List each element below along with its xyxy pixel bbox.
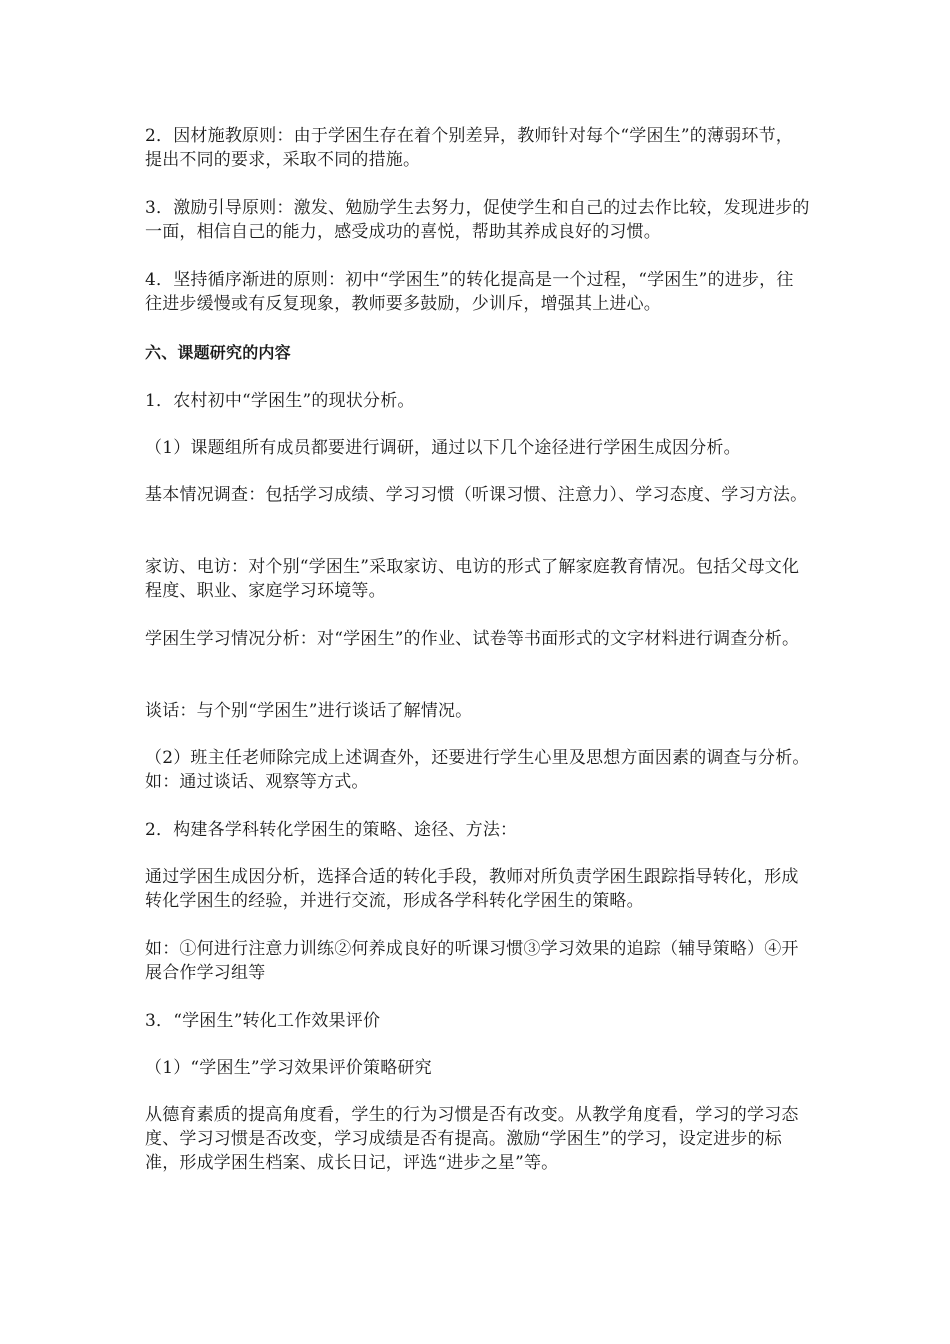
paragraph-learning-analysis: 学困生学习情况分析：对“学困生”的作业、试卷等书面形式的文字材料进行调查分析。: [145, 629, 800, 649]
paragraph-talk: 谈话：与个别“学困生”进行谈话了解情况。: [145, 701, 473, 721]
paragraph-item-2: 2．构建各学科转化学困生的策略、途径、方法：: [145, 820, 518, 840]
paragraph-principle-encouragement: 3．激励引导原则：激发、勉励学生去努力，促使学生和自己的过去作比较，发现进步的一面，相信自己的能力，感受成功的喜悦，帮助其养成良好的习惯。: [145, 198, 810, 242]
paragraph-item-3-1: （1）“学困生”学习效果评价策略研究: [145, 1058, 432, 1078]
paragraph-evaluation: 从德育素质的提高角度看，学生的行为习惯是否有改变。从教学角度看，学习的学习态度、学习习惯是否改变，学习成绩是否有提高。激励“学困生”的学习，设定进步的标准，形成学困生档案、成长日记，评选“进步之星”等。: [145, 1105, 799, 1173]
section-heading-research-content: 六、课题研究的内容: [145, 343, 291, 362]
paragraph-principle-gradual: 4．坚持循序渐进的原则：初中“学困生”的转化提高是一个过程，“学困生”的进步，往往进步缓慢或有反复现象，教师要多鼓励，少训斥，增强其上进心。: [145, 270, 794, 314]
paragraph-basic-survey: 基本情况调查：包括学习成绩、学习习惯（听课习惯、注意力）、学习态度、学习方法。: [145, 485, 808, 505]
paragraph-item-3: 3．“学困生”转化工作效果评价: [145, 1011, 381, 1031]
paragraph-item-1-2: （2）班主任老师除完成上述调查外，还要进行学生心里及思想方面因素的调查与分析。如：通过谈话、观察等方式。: [145, 748, 810, 792]
paragraph-examples: 如：①何进行注意力训练②何养成良好的听课习惯③学习效果的追踪（辅导策略）④开展合作学习组等: [145, 939, 799, 983]
paragraph-principle-individualized: 2．因材施教原则：由于学困生存在着个别差异，教师针对每个“学困生”的薄弱环节，提出不同的要求，采取不同的措施。: [145, 126, 793, 170]
paragraph-strategy: 通过学困生成因分析，选择合适的转化手段，教师对所负责学困生跟踪指导转化，形成转化学困生的经验，并进行交流，形成各学科转化学困生的策略。: [145, 867, 799, 911]
paragraph-item-1-1: （1）课题组所有成员都要进行调研，通过以下几个途径进行学困生成因分析。: [145, 438, 741, 458]
paragraph-home-visit: 家访、电访：对个别“学困生”采取家访、电访的形式了解家庭教育情况。包括父母文化程度、职业、家庭学习环境等。: [145, 557, 800, 601]
paragraph-item-1: 1．农村初中“学困生”的现状分析。: [145, 391, 415, 411]
